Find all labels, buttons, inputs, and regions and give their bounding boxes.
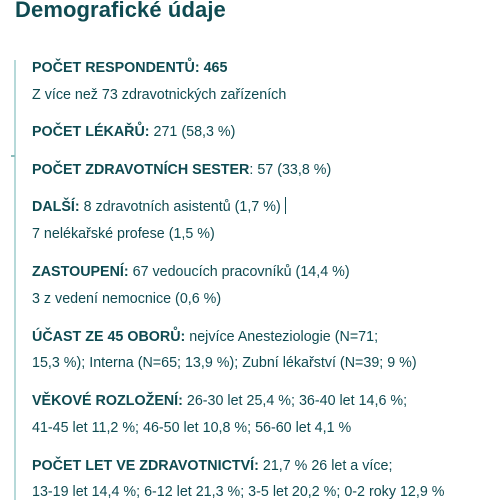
stat-value: : 57 (33,8 %) xyxy=(249,162,332,178)
stat-label: ÚČAST ZE 45 OBORŮ: xyxy=(32,329,186,345)
stat-value: 8 zdravotních asistentů (1,7 %) xyxy=(79,199,281,215)
stat-label: DALŠÍ: xyxy=(32,199,80,215)
stat-value: 271 (58,3 %) xyxy=(149,124,236,140)
fields-line xyxy=(32,327,378,347)
stat-label: ZASTOUPENÍ: xyxy=(32,264,129,280)
stat-label: POČET RESPONDENTŮ: 465 xyxy=(32,60,228,76)
doctors-line xyxy=(32,122,235,142)
accent-bar xyxy=(14,60,16,500)
facilities-line xyxy=(32,85,286,105)
stat-value: 3 z vedení nemocnice (0,6 %) xyxy=(32,291,222,307)
years-line-2 xyxy=(32,482,444,502)
page-title: Demografické údaje xyxy=(15,0,226,22)
text-cursor xyxy=(285,197,286,214)
stat-label: POČET ZDRAVOTNÍCH SESTER xyxy=(32,162,250,178)
stat-label: POČET LET VE ZDRAVOTNICTVÍ: xyxy=(32,458,259,474)
representation-line-2 xyxy=(32,289,221,309)
stat-label: POČET LÉKAŘŮ: xyxy=(32,124,150,140)
stat-value: 13-19 let 14,4 %; 6-12 let 21,3 %; 3-5 let 20,2 %; 0-2 roky 12,9 % xyxy=(32,484,445,500)
respondents-line xyxy=(32,58,227,78)
fields-line-2 xyxy=(32,353,417,373)
other-line xyxy=(32,197,286,217)
representation-line xyxy=(32,262,350,282)
years-line xyxy=(32,456,392,476)
stat-value: 67 vedoucích pracovníků (14,4 %) xyxy=(128,264,350,280)
stat-value: Z více než 73 zdravotnických zařízeních xyxy=(32,87,287,103)
age-line xyxy=(32,391,407,411)
other-line-2 xyxy=(32,224,215,244)
stat-value: nejvíce Anesteziologie (N=71; xyxy=(185,329,379,345)
stat-value: 15,3 %); Interna (N=65; 13,9 %); Zubní lékařství (N=39; 9 %) xyxy=(32,355,417,371)
nurses-line xyxy=(32,160,331,180)
stat-value: 41-45 let 11,2 %; 46-50 let 10,8 %; 56-60 let 4,1 % xyxy=(32,420,352,436)
stat-value: 26-30 let 25,4 %; 36-40 let 14,6 %; xyxy=(182,393,408,409)
stat-value: 21,7 % 26 let a více; xyxy=(258,458,393,474)
age-line-2 xyxy=(32,418,351,438)
stat-value: 7 nelékařské profese (1,5 %) xyxy=(32,226,215,242)
accent-tick xyxy=(11,155,15,157)
stat-label: VĚKOVÉ ROZLOŽENÍ: xyxy=(32,393,183,409)
